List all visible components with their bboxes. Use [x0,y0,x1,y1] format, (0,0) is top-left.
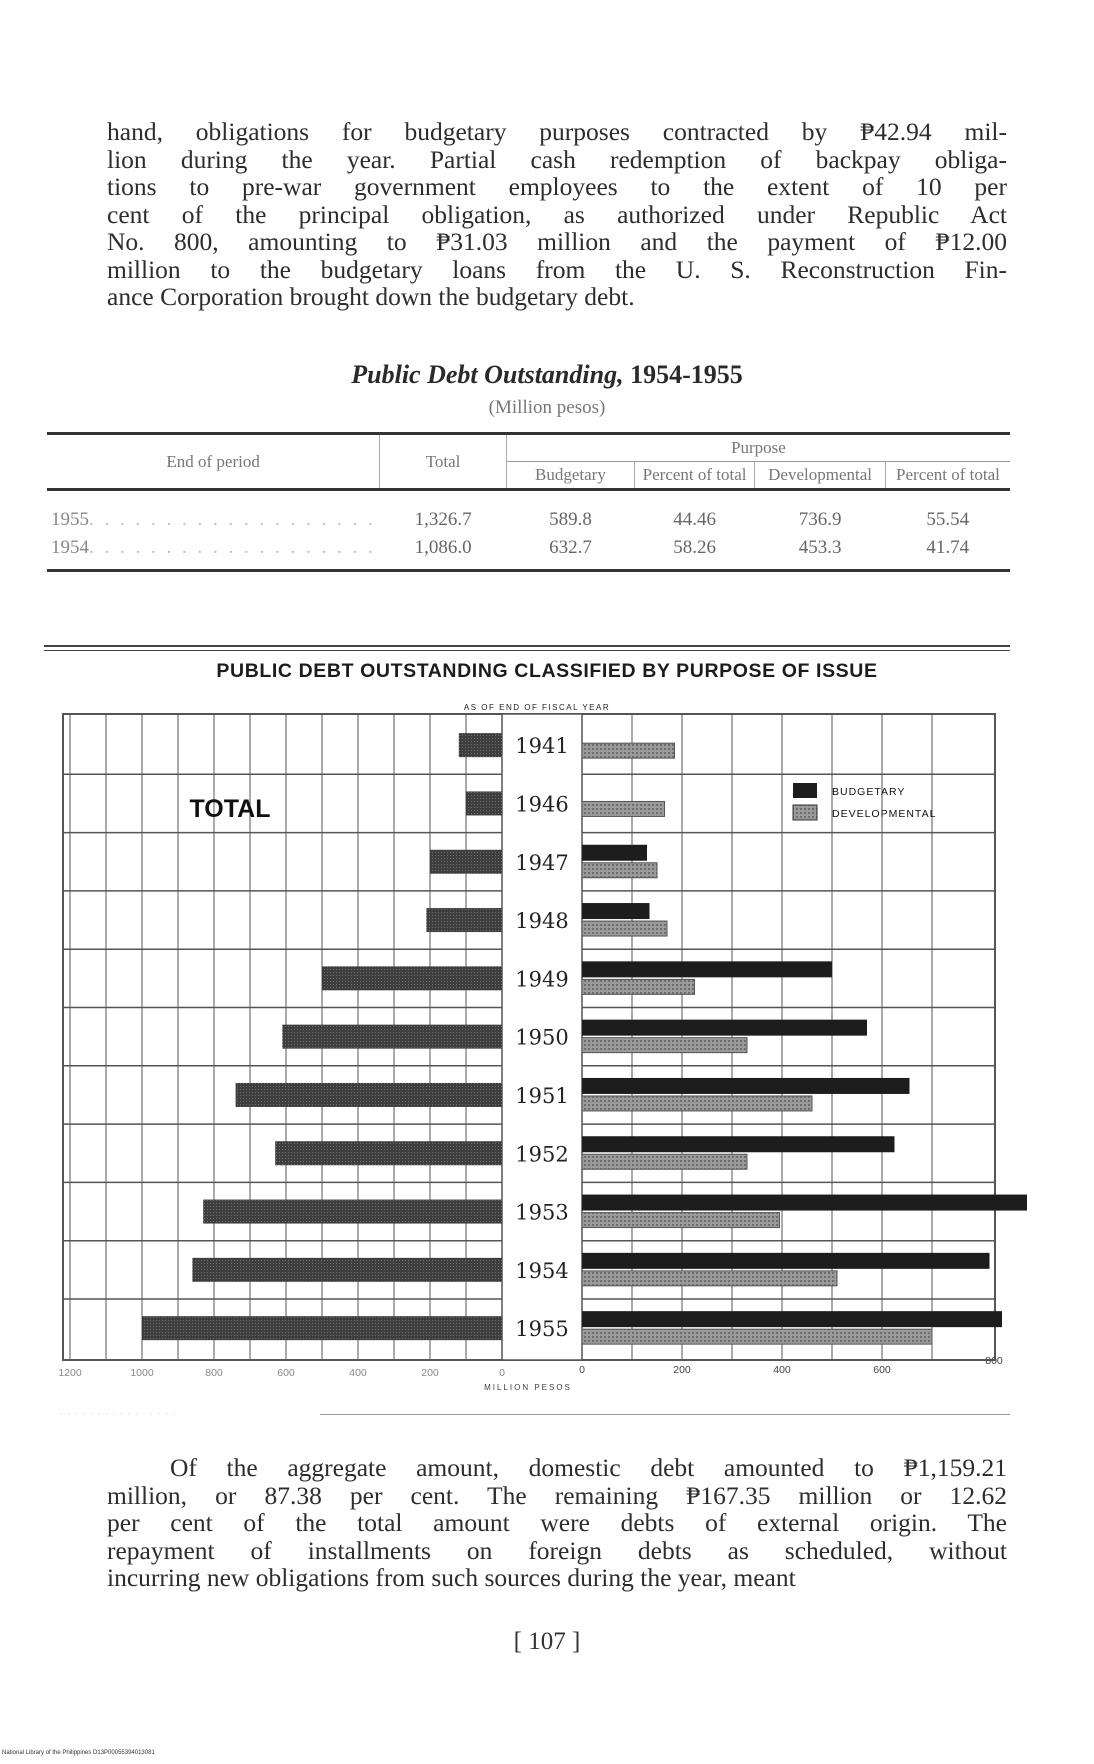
row-pct-developmental: 41.74 [926,537,970,558]
bar-budgetary-1954 [582,1253,990,1269]
bar-total-1947 [430,850,502,874]
chart-title: PUBLIC DEBT OUTSTANDING CLASSIFIED BY PURPOSE OF ISSUE [216,660,878,682]
tick-label-left: 0 [499,1367,505,1379]
bar-total-1955 [142,1316,502,1340]
bar-budgetary-1947 [582,845,647,861]
panel-label-total: TOTAL [189,795,271,823]
paragraph2-line: per cent of the total amount were debts of external origin. The [107,1508,1007,1537]
tick-label-right: 800 [985,1355,1003,1367]
bar-budgetary-1949 [582,961,832,977]
bar-developmental-1948 [582,921,667,936]
bar-total-1941 [459,733,502,757]
row-developmental: 736.9 [798,509,842,530]
axis-label-x: MILLION PESOS [484,1383,572,1392]
bar-developmental-1949 [582,979,695,994]
bar-budgetary-1948 [582,903,650,919]
row-pct-budgetary: 44.46 [673,509,716,530]
category-label-1954: 1954 [515,1258,569,1283]
bar-developmental-1941 [582,743,675,758]
bar-budgetary-1951 [582,1078,910,1094]
leader-dots: . . . . . . . . . . . . . . . . . . . [89,509,376,530]
tick-label-left: 1000 [130,1367,154,1379]
category-label-1949: 1949 [515,967,569,992]
bar-budgetary-1952 [582,1136,895,1152]
paragraph2-line: Of the aggregate amount, domestic debt amounted to ₱1,159.21 [170,1453,1007,1482]
header-total: Total [380,434,507,490]
tick-label-right: 0 [579,1364,585,1376]
table-title-text: Public Debt Outstanding, [351,360,624,389]
chart-subtitle: AS OF END OF FISCAL YEAR [463,703,611,712]
header-pct-developmental: Percent of total [885,462,1010,490]
bar-developmental-1947 [582,863,657,878]
header-purpose: Purpose [506,434,1010,462]
row-budgetary: 632.7 [549,537,592,558]
header-pct-budgetary: Percent of total [634,462,754,490]
page-number: [ 107 ] [513,1628,581,1655]
bar-developmental-1952 [582,1154,747,1169]
row-period: 1954 [51,537,89,558]
header-developmental: Developmental [755,462,886,490]
row-pct-developmental: 55.54 [926,509,970,530]
bar-total-1949 [322,966,502,990]
leader-dots: . . . . . . . . . . . . . . . . . . . [89,537,376,558]
bar-developmental-1954 [582,1271,837,1286]
bar-budgetary-1950 [582,1020,867,1036]
paragraph2-line: incurring new obligations from such sources during the year, meant [107,1563,796,1592]
paragraph1-line: No. 800, amounting to ₱31.03 million and the payment of ₱12.00 [107,227,1007,256]
category-label-1955: 1955 [515,1317,569,1342]
legend-swatch-budgetary [793,783,817,798]
bar-total-1946 [466,791,502,815]
row-developmental: 453.3 [798,537,842,558]
tick-label-left: 600 [277,1367,295,1379]
paragraph1-line: lion during the year. Partial cash redemption of backpay obliga- [107,144,1007,174]
category-label-1948: 1948 [515,909,569,934]
tick-label-left: 400 [349,1367,367,1379]
legend-label-budgetary: BUDGETARY [832,786,906,798]
paragraph1-line: million to the budgetary loans from the U. S. Reconstruction Fin- [107,254,1007,284]
category-label-1951: 1951 [515,1083,569,1108]
bar-budgetary-1953 [582,1195,1027,1211]
category-label-1947: 1947 [515,850,569,875]
category-label-1952: 1952 [515,1142,569,1167]
body-paragraph-2 [107,1454,1007,1592]
legend-label-developmental: DEVELOPMENTAL [832,808,937,820]
row-total: 1,326.7 [414,509,472,530]
row-pct-budgetary: 58.26 [673,537,716,558]
tick-label-left: 800 [205,1367,223,1379]
bar-developmental-1953 [582,1213,780,1228]
bar-total-1951 [236,1083,502,1107]
category-label-1946: 1946 [515,792,569,817]
table-title-years: 1954-1955 [630,360,743,389]
row-period: 1955 [51,509,89,530]
legend-swatch-developmental [793,805,817,820]
bar-total-1954 [192,1258,502,1282]
faded-source-note: · · · · · · · · · · · · · · · · [60,1408,177,1418]
row-total: 1,086.0 [414,537,472,558]
chart-bottom-rule [320,1414,1010,1415]
tick-label-right: 400 [773,1364,791,1376]
category-label-1953: 1953 [515,1200,569,1225]
category-label-1950: 1950 [515,1025,569,1050]
bar-developmental-1951 [582,1096,812,1111]
tick-label-left: 1200 [58,1367,82,1379]
bar-developmental-1950 [582,1038,747,1053]
header-end-of-period: End of period [166,451,260,471]
category-label-1941: 1941 [515,734,569,759]
bar-total-1948 [426,908,502,932]
footer-scan-note: National Library of the Philippines D13P00055394013081 [2,1750,155,1756]
table-unit: (Million pesos) [488,397,606,418]
tick-label-left: 200 [421,1367,439,1379]
paragraph2-line: repayment of installments on foreign debts as scheduled, without [107,1535,1007,1565]
bar-total-1950 [282,1025,502,1049]
paragraph2-line: million, or 87.38 per cent. The remaining ₱167.35 million or 12.62 [107,1480,1007,1510]
header-budgetary: Budgetary [506,462,634,490]
bar-developmental-1946 [582,801,665,816]
paragraph1-line: ance Corporation brought down the budgetary debt. [107,282,635,311]
row-budgetary: 589.8 [549,509,592,530]
paragraph1-line: cent of the principal obligation, as authorized under Republic Act [107,199,1007,229]
bar-budgetary-1955 [582,1311,1002,1327]
tick-label-right: 200 [673,1364,691,1376]
paragraph1-line: tions to pre-war government employees to the extent of 10 per [107,172,1007,201]
bar-developmental-1955 [582,1329,932,1344]
tick-label-right: 600 [873,1364,891,1376]
paragraph1-line: hand, obligations for budgetary purposes contracted by ₱42.94 mil- [107,117,1007,146]
bar-total-1952 [275,1141,502,1165]
bar-total-1953 [203,1200,502,1224]
